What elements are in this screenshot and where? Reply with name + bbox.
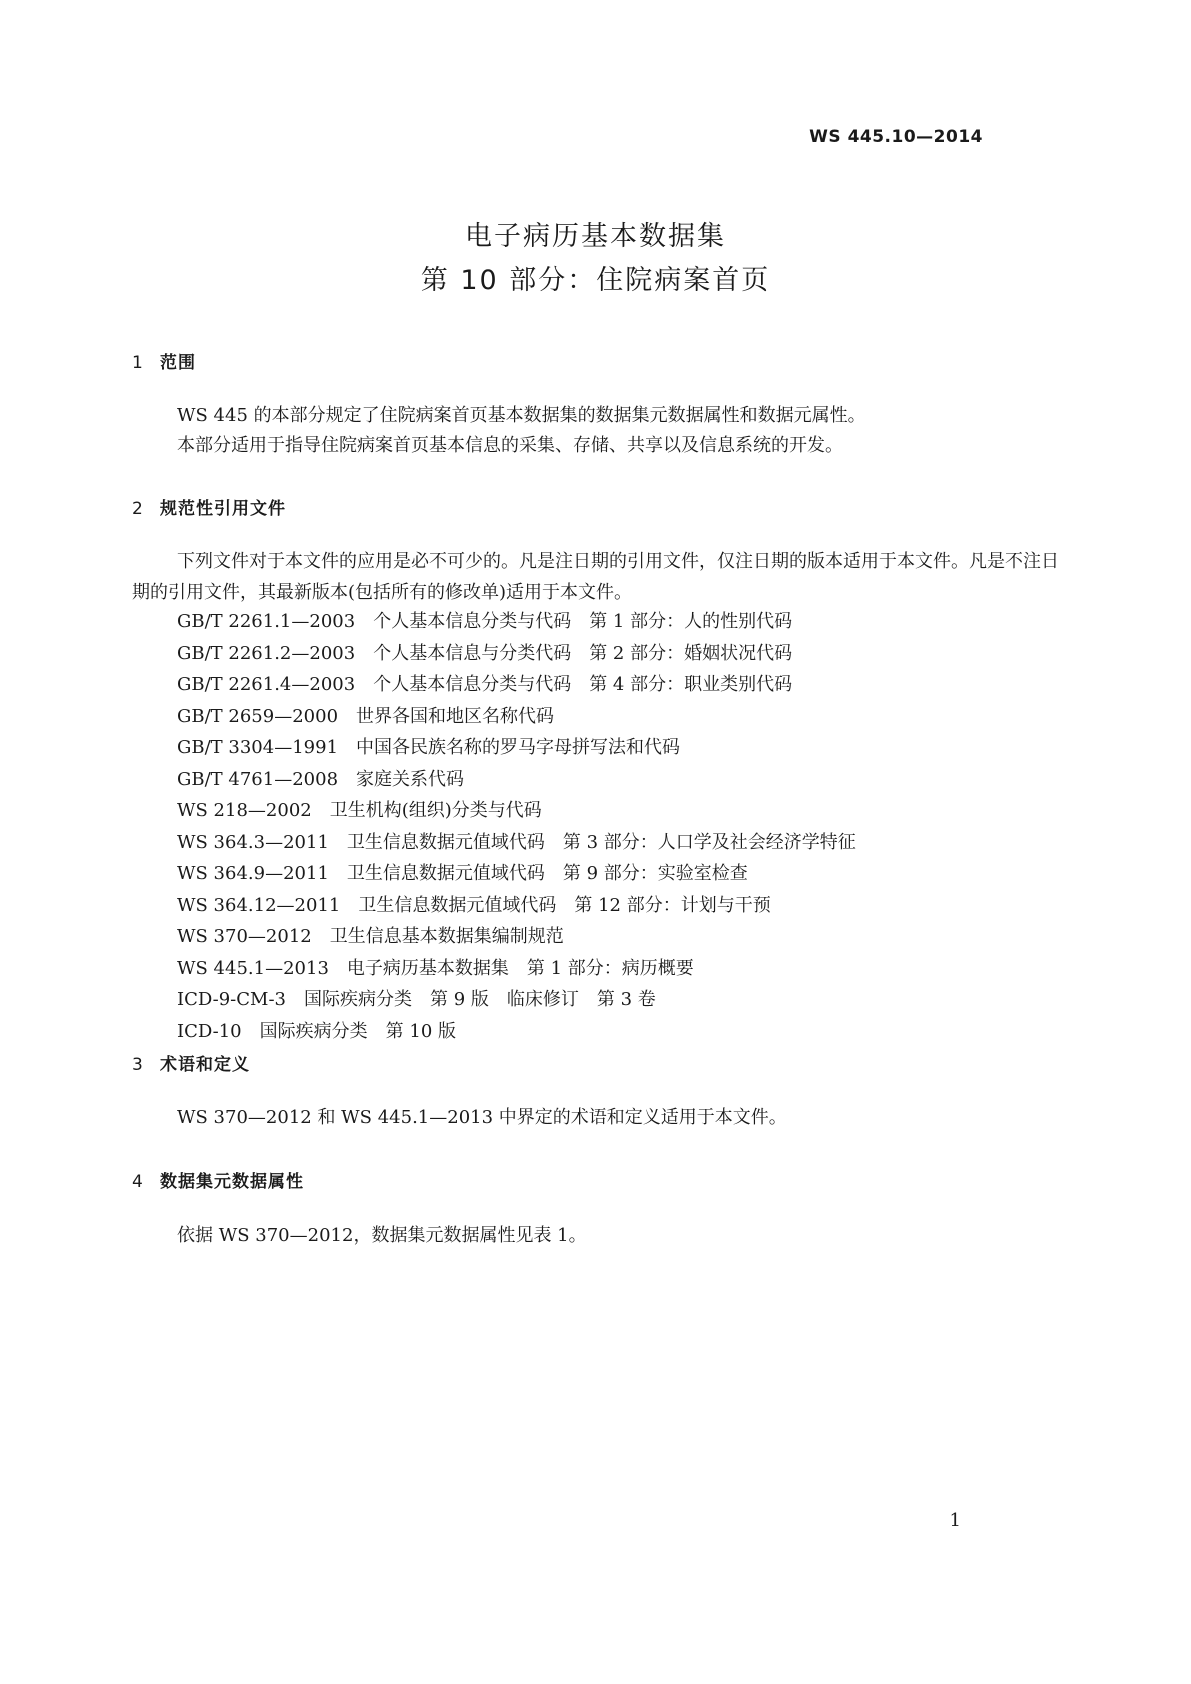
section-title: 术语和定义 bbox=[160, 1055, 250, 1075]
section-4-paragraph-1: 依据 WS 370—2012，数据集元数据属性见表 1。 bbox=[177, 1225, 587, 1246]
reference-name: 个人基本信息分类与代码 第 1 部分：人的性别代码 bbox=[373, 611, 793, 632]
section-number: 4 bbox=[132, 1172, 144, 1192]
page-number: 1 bbox=[949, 1510, 961, 1531]
reference-code: WS 364.3—2011 bbox=[177, 831, 329, 853]
reference-item bbox=[177, 953, 856, 985]
reference-item bbox=[177, 764, 856, 796]
section-4-heading bbox=[132, 1167, 304, 1192]
reference-item bbox=[177, 732, 856, 764]
reference-item bbox=[177, 1016, 856, 1048]
reference-item bbox=[177, 858, 856, 890]
reference-code: WS 364.9—2011 bbox=[177, 863, 329, 884]
reference-name: 中国各民族名称的罗马字母拼写法和代码 bbox=[356, 737, 681, 758]
section-1-heading bbox=[132, 348, 196, 373]
reference-item bbox=[177, 606, 856, 638]
section-2-heading bbox=[132, 494, 286, 519]
reference-code: WS 445.1—2013 bbox=[177, 957, 329, 979]
reference-item bbox=[177, 638, 856, 670]
section-2-paragraph-1: 下列文件对于本文件的应用是必不可少的。凡是注日期的引用文件，仅注日期的版本适用于本文件。凡是不注日期的引用文件，其最新版本(包括所有的修改单)适用于本文件。 bbox=[132, 551, 1059, 603]
section-title: 规范性引用文件 bbox=[160, 499, 286, 519]
section-3-heading bbox=[132, 1050, 250, 1075]
reference-name: 卫生信息数据元值域代码 第 9 部分：实验室检查 bbox=[346, 863, 748, 884]
reference-item bbox=[177, 669, 856, 701]
reference-code: WS 218—2002 bbox=[177, 800, 312, 821]
reference-code: GB/T 3304—1991 bbox=[177, 737, 339, 758]
reference-name: 国际疾病分类 第 9 版 临床修订 第 3 卷 bbox=[304, 989, 656, 1010]
reference-code: ICD-10 bbox=[177, 1020, 242, 1042]
document-subtitle: 第 10 部分：住院病案首页 bbox=[420, 265, 771, 296]
reference-item bbox=[177, 827, 856, 859]
reference-code: GB/T 4761—2008 bbox=[177, 768, 339, 790]
standard-code: WS 445.10—2014 bbox=[809, 127, 983, 147]
reference-item bbox=[177, 921, 856, 953]
reference-code: WS 364.12—2011 bbox=[177, 894, 341, 916]
reference-name: 卫生信息数据元值域代码 第 12 部分：计划与干预 bbox=[358, 894, 771, 916]
reference-code: GB/T 2261.1—2003 bbox=[177, 611, 356, 632]
document-title: 电子病历基本数据集 bbox=[465, 221, 726, 252]
normative-references-list bbox=[177, 606, 856, 1047]
reference-name: 个人基本信息与分类代码 第 2 部分：婚姻状况代码 bbox=[373, 642, 793, 664]
reference-name: 个人基本信息分类与代码 第 4 部分：职业类别代码 bbox=[373, 674, 793, 695]
reference-name: 世界各国和地区名称代码 bbox=[356, 705, 555, 727]
reference-name: 卫生信息数据元值域代码 第 3 部分：人口学及社会经济学特征 bbox=[346, 831, 856, 853]
reference-item bbox=[177, 890, 856, 922]
reference-name: 卫生信息基本数据集编制规范 bbox=[329, 926, 564, 947]
reference-item bbox=[177, 984, 856, 1016]
section-number: 2 bbox=[132, 499, 144, 519]
section-number: 1 bbox=[132, 353, 144, 373]
section-title: 范围 bbox=[160, 353, 196, 373]
reference-name: 卫生机构(组织)分类与代码 bbox=[329, 800, 542, 821]
reference-name: 电子病历基本数据集 第 1 部分：病历概要 bbox=[346, 957, 694, 979]
reference-code: GB/T 2261.4—2003 bbox=[177, 674, 356, 695]
reference-code: GB/T 2261.2—2003 bbox=[177, 642, 356, 664]
reference-name: 国际疾病分类 第 10 版 bbox=[259, 1020, 456, 1042]
section-1-paragraph-2: 本部分适用于指导住院病案首页基本信息的采集、存储、共享以及信息系统的开发。 bbox=[177, 435, 843, 456]
section-title: 数据集元数据属性 bbox=[160, 1172, 304, 1192]
reference-code: WS 370—2012 bbox=[177, 926, 312, 947]
reference-name: 家庭关系代码 bbox=[356, 768, 465, 790]
reference-code: ICD-9-CM-3 bbox=[177, 989, 287, 1010]
reference-item bbox=[177, 795, 856, 827]
section-1-paragraph-1: WS 445 的本部分规定了住院病案首页基本数据集的数据集元数据属性和数据元属性。 bbox=[177, 405, 866, 426]
section-number: 3 bbox=[132, 1055, 144, 1075]
reference-item bbox=[177, 701, 856, 733]
section-3-paragraph-1: WS 370—2012 和 WS 445.1—2013 中界定的术语和定义适用于本文件。 bbox=[177, 1107, 787, 1128]
reference-code: GB/T 2659—2000 bbox=[177, 705, 339, 727]
